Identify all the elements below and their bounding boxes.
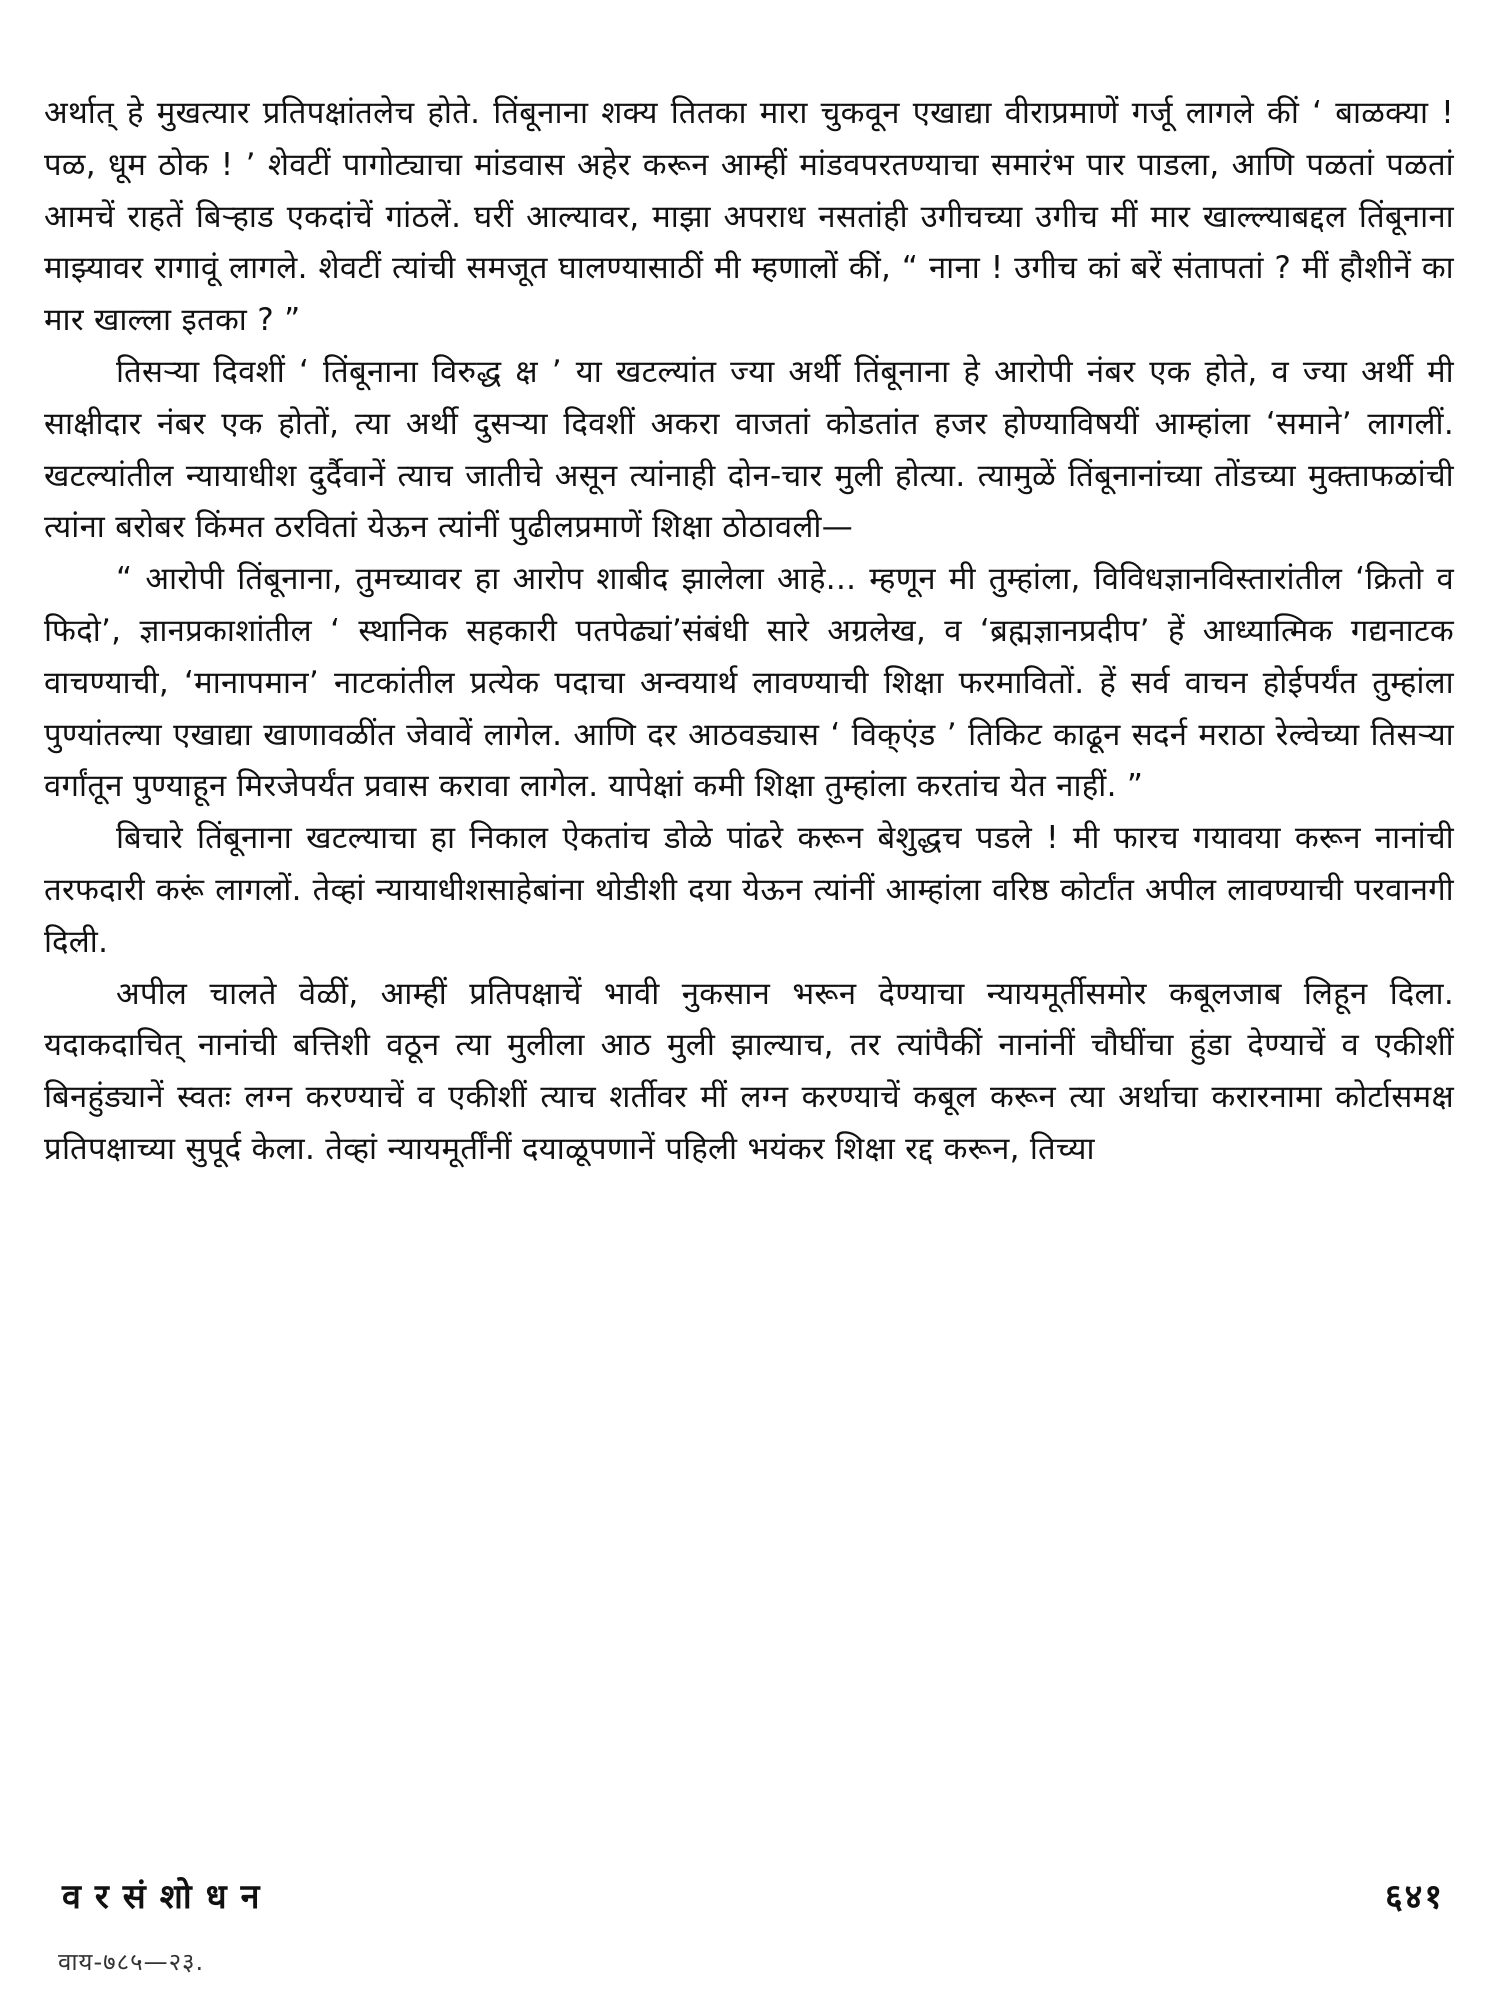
paragraph-1: अर्थात् हे मुखत्यार प्रतिपक्षांतलेच होते. तिंबूनाना शक्य तितका मारा चुकवून एखाद्या वीराप्रमाणें गर्जू लागले कीं ‘ बाळक्या ! पळ, धूम ठोक ! ’ शेवटीं पागोट्याचा मांडवास अहेर करून आम्हीं मांडवपरतण्याचा समारंभ पार पाडला, आणि पळतां पळतां आमचें राहतें बिऱ्हाड एकदांचें गांठलें. घरीं आल्यावर, माझा अपराध नसतांही उगीचच्या उगीच मीं मार खाल्ल्याबद्दल तिंबूनाना माझ्यावर रागावूं लागले. शेवटीं त्यांची समजूत घालण्यासाठीं मी म्हणालों कीं, “ नाना ! उगीच कां बरें संतापतां ? मीं हौशीनें का मार खाल्ला इतका ? ” [44,95,1454,339]
page-body [44,88,1454,1938]
page-footer [62,1872,1452,1922]
running-title: वरसंशोधन [62,1877,274,1917]
paragraph-5: अपील चालते वेळीं, आम्हीं प्रतिपक्षाचें भावी नुकसान भरून देण्याचा न्यायमूर्तीसमोर कबूलजाब लिहून दिला. यदाकदाचित् नानांची बत्तिशी वठून त्या मुलीला आठ मुली झाल्याच, तर त्यांपैकीं नानांनीं चौघींचा हुंडा देण्याचें व एकीशीं बिनहुंड्यानें स्वतः लग्न करण्याचें व एकीशीं त्याच शर्तीवर मीं लग्न करण्याचें कबूल करून त्या अर्थाचा करारनामा कोर्टासमक्ष प्रतिपक्षाच्या सुपूर्द केला. तेव्हां न्यायमूर्तींनीं दयाळूपणानें पहिली भयंकर शिक्षा रद्द करून, तिच्या [44,975,1454,1167]
paragraph-2: तिसऱ्या दिवशीं ‘ तिंबूनाना विरुद्ध क्ष ’ या खटल्यांत ज्या अर्थी तिंबूनाना हे आरोपी नंबर एक होते, व ज्या अर्थी मी साक्षीदार नंबर एक होतों, त्या अर्थी दुसऱ्या दिवशीं अकरा वाजतां कोडतांत हजर होण्याविषयीं आम्हांला ‘समाने’ लागलीं. खटल्यांतील न्यायाधीश दुर्दैवानें त्याच जातीचे असून त्यांनाही दोन-चार मुली होत्या. त्यामुळें तिंबूनानांच्या तोंडच्या मुक्ताफळांची त्यांना बरोबर किंमत ठरवितां येऊन त्यांनीं पुढीलप्रमाणें शिक्षा ठोठावली— [44,353,1454,546]
paragraph-3-quote: “ आरोपी तिंबूनाना, तुमच्यावर हा आरोप शाबीद झालेला आहे... म्हणून मी तुम्हांला, विविधज्ञानविस्तारांतील ‘क्रितो व फिदो’, ज्ञानप्रकाशांतील ‘ स्थानिक सहकारी पतपेढ्यां’संबंधी सारे अग्रलेख, व ‘ब्रह्मज्ञानप्रदीप’ हें आध्यात्मिक गद्यनाटक वाचण्याची, ‘मानापमान’ नाटकांतील प्रत्येक पदाचा अन्वयार्थ लावण्याची शिक्षा फरमावितों. हें सर्व वाचन होईपर्यंत तुम्हांला पुण्यांतल्या एखाद्या खाणावळींत जेवावें लागेल. आणि दर आठवड्यास ‘ विक्एंड ’ तिकिट काढून सदर्न मराठा रेल्वेच्या तिसऱ्या वर्गांतून पुण्याहून मिरजेपर्यंत प्रवास करावा लागेल. यापेक्षां कमी शिक्षा तुम्हांला करतांच येत नाहीं. ” [44,561,1454,805]
print-signature-code: वाय-७८५—२३. [58,1948,205,1976]
paragraph-4: बिचारे तिंबूनाना खटल्याचा हा निकाल ऐकतांच डोळे पांढरे करून बेशुद्धच पडले ! मी फारच गयावया करून नानांची तरफदारी करूं लागलों. तेव्हां न्यायाधीशसाहेबांना थोडीशी दया येऊन त्यांनीं आम्हांला वरिष्ठ कोर्टांत अपील लावण्याची परवानगी दिली. [44,820,1454,960]
page-number: ६४१ [1384,1877,1444,1917]
